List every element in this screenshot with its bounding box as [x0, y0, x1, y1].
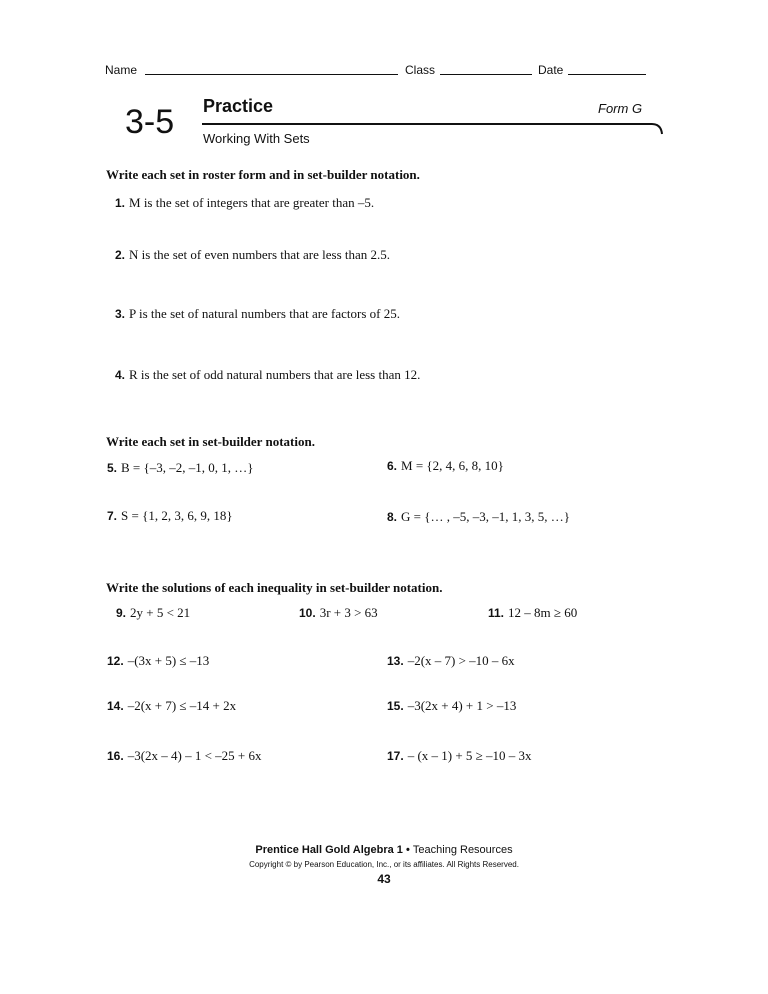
class-field[interactable]	[440, 74, 532, 75]
class-label: Class	[405, 63, 436, 77]
footer-resource: Teaching Resources	[412, 844, 513, 856]
problem-3: 3. P is the set of natural numbers that are factors of 25.	[115, 306, 401, 321]
footer-copyright: Copyright © by Pearson Education, Inc., or its affiliates. All Rights Reserved.	[249, 860, 519, 869]
problem-6: 6. M = {2, 4, 6, 8, 10}	[387, 458, 504, 473]
problem-2: 2. N is the set of even numbers that are less than 2.5.	[115, 247, 391, 262]
problem-1: 1. M is the set of integers that are greater than –5.	[115, 195, 375, 210]
problem-17: 17. – (x – 1) + 5 ≥ –10 – 3x	[387, 748, 532, 763]
page-number: 43	[377, 872, 391, 886]
problem-4: 4. R is the set of odd natural numbers that are less than 12.	[115, 367, 421, 382]
section3-directions: Write the solutions of each inequality in set-builder notation.	[106, 580, 443, 595]
footer-book-line: Prentice Hall Gold Algebra 1 • Teaching Resources	[255, 844, 513, 856]
problem-16: 16. –3(2x – 4) – 1 < –25 + 6x	[107, 748, 262, 763]
form-label: Form G	[598, 101, 643, 116]
problem-12: 12. –(3x + 5) ≤ –13	[107, 653, 210, 668]
problem-7: 7. S = {1, 2, 3, 6, 9, 18}	[107, 508, 233, 523]
problem-11: 11. 12 – 8m ≥ 60	[488, 605, 578, 620]
problem-9: 9. 2y + 5 < 21	[116, 605, 191, 620]
name-field[interactable]	[145, 74, 398, 75]
section2-directions: Write each set in set-builder notation.	[106, 434, 315, 449]
problem-14: 14. –2(x + 7) ≤ –14 + 2x	[107, 698, 237, 713]
problem-5: 5. B = {–3, –2, –1, 0, 1, …}	[107, 460, 254, 475]
problem-10: 10. 3r + 3 > 63	[299, 605, 378, 620]
problem-15: 15. –3(2x + 4) + 1 > –13	[387, 698, 517, 713]
lesson-title: Practice	[203, 96, 274, 116]
lesson-subtitle: Working With Sets	[203, 131, 310, 146]
problem-13: 13. –2(x – 7) > –10 – 6x	[387, 653, 515, 668]
name-label: Name	[105, 63, 138, 77]
date-field[interactable]	[568, 74, 646, 75]
section1-directions: Write each set in roster form and in set-builder notation.	[106, 167, 420, 182]
date-label: Date	[538, 63, 564, 77]
problem-8: 8. G = {… , –5, –3, –1, 1, 3, 5, …}	[387, 509, 570, 524]
lesson-number: 3-5	[125, 103, 175, 141]
footer-book-title: Prentice Hall Gold Algebra 1	[255, 844, 403, 856]
